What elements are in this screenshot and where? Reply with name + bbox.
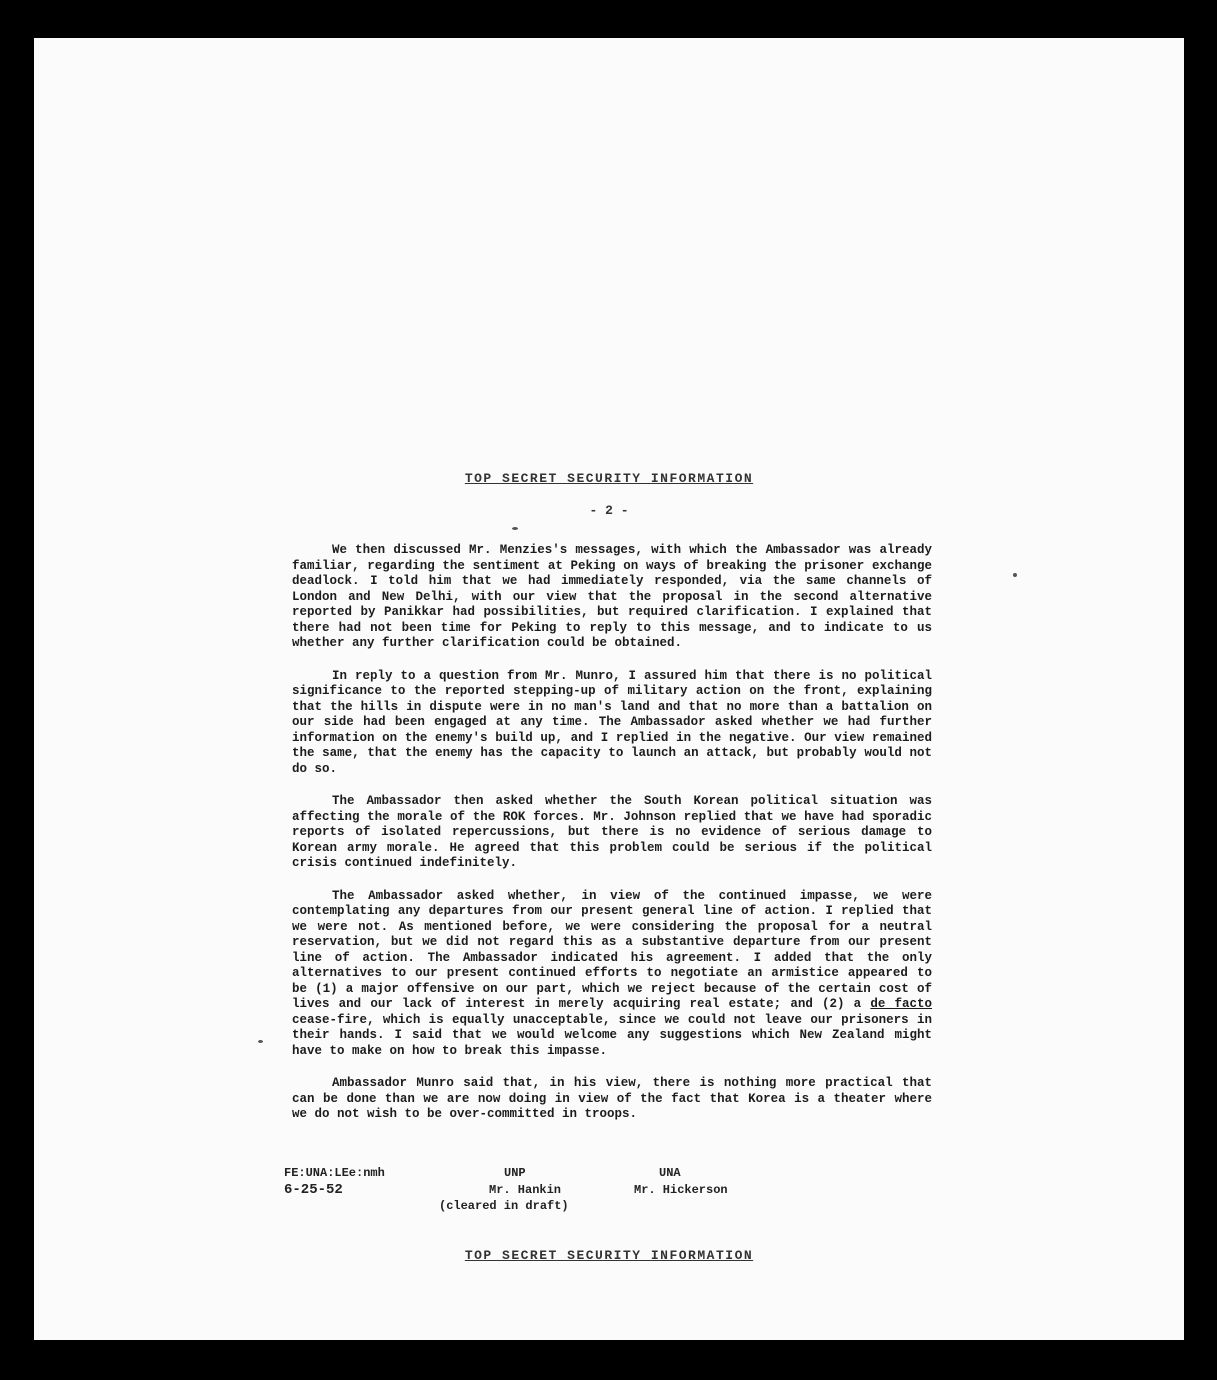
underlined-term: de facto — [870, 997, 932, 1011]
right-office: UNA — [659, 1166, 681, 1180]
paragraph-4: The Ambassador asked whether, in view of the continued impasse, we were contemplating any departures from our present general line of action. I replied that we were not. As mentioned before, we were considering the proposal for a neutral reservation, but we did not regard this as a substantive departure from our present line of action. The Ambassador indicated his agreement. I added that the only alternatives to our present continued efforts to negotiate an armistice appeared to be (1) a major offensive on our part, which we reject because of the certain cost of lives and our lack of interest in merely acquiring real estate; and (2) a de facto cease-fire, which is equally unacceptable, since we could not leave our prisoners in their hands. I said that we would welcome any suggestions which New Zealand might have to make on how to break this impasse. — [292, 888, 932, 1058]
ink-speck — [258, 1040, 263, 1043]
memo-body — [292, 543, 932, 1140]
page-number: - 2 - — [589, 503, 629, 518]
clearance-block — [284, 1166, 984, 1226]
paragraph-1: We then discussed Mr. Menzies's messages, with which the Ambassador was already familiar, regarding the sentiment at Peking on ways of breaking the prisoner exchange deadlock. I told him that we had immediately responded, via the same channels of London and New Delhi, with our view that the proposal in the second alternative reported by Panikkar had possibilities, but required clarification. I explained that there had not been time for Peking to reply to this message, and to indicate to us whether any further clarification could be obtained. — [292, 543, 932, 650]
ink-speck — [512, 527, 518, 530]
middle-office: UNP — [504, 1166, 526, 1180]
clearance-note: (cleared in draft) — [439, 1199, 569, 1213]
paragraph-5: Ambassador Munro said that, in his view, there is nothing more practical that can be done than we are now doing in view of the fact that Korea is a theater where we do not wish to be over-committed in troops. — [292, 1076, 932, 1121]
paragraph-3: The Ambassador then asked whether the South Korean political situation was affecting the morale of the ROK forces. Mr. Johnson replied that we have had sporadic reports of isolated repercussions, but there is no evidence of serious damage to Korean army morale. He agreed that this problem could be serious if the political crisis continued indefinitely. — [292, 794, 932, 870]
classification-footer: TOP SECRET SECURITY INFORMATION — [464, 1248, 754, 1263]
drafter-line: FE:UNA:LEe:nmh — [284, 1166, 385, 1180]
draft-date: 6-25-52 — [284, 1182, 343, 1198]
right-name: Mr. Hickerson — [634, 1183, 728, 1197]
classification-header: TOP SECRET SECURITY INFORMATION — [464, 471, 754, 486]
paragraph-2: In reply to a question from Mr. Munro, I assured him that there is no political significance to the reported stepping-up of military action on the front, explaining that the hills in dispute were in no man's land and that no more than a battalion on our side had been engaged at any time. The Ambassador asked whether we had further information on the enemy's build up, and I replied in the negative. Our view remained the same, that the enemy has the capacity to launch an attack, but probably would not do so. — [292, 668, 932, 776]
middle-name: Mr. Hankin — [489, 1183, 562, 1197]
ink-speck — [1013, 573, 1017, 577]
document-page — [34, 38, 1184, 1340]
